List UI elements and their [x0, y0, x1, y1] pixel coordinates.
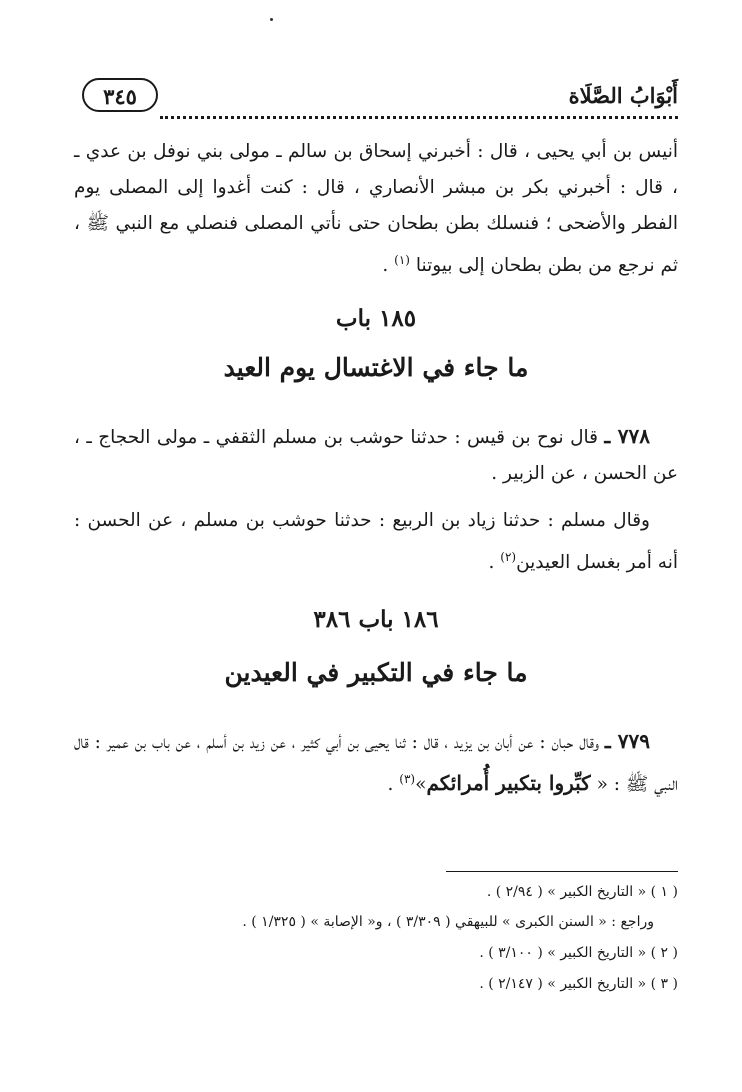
- hadith-779-number: ٧٧٩ ـ: [604, 729, 651, 753]
- continuation-line-3: المصلى يوم الفطر والأضحى ؛ فنسلك بطن بطحان حتى نأتي المصلى فنصلي: [74, 177, 678, 234]
- footnote-2: ( ٢ ) « التاريخ الكبير » ( ٣/١٠٠ ) .: [479, 945, 678, 961]
- header-rule: [160, 116, 678, 119]
- chapter-186-title: ما جاء في التكبير في العيدين: [224, 658, 528, 687]
- hadith-779-close: »: [415, 774, 427, 796]
- continuation-line-4: مع النبي ﷺ ، ثم نرجع من بطن بطحان إلى بيوتنا: [74, 213, 678, 277]
- chapter-186-number: ١٨٦ باب ٣٨٦: [313, 606, 439, 633]
- footnote-ref-1: (١): [394, 253, 410, 267]
- hadith-778-number: ٧٧٨ ـ: [604, 424, 650, 448]
- running-title: أَبْوَابُ الصَّلَاة: [568, 83, 678, 108]
- page-header: [74, 72, 678, 124]
- hadith-778-text-2: وقال مسلم : حدثنا زياد بن الربيع : حدثنا حوشب بن مسلم ، عن الحسن : أنه أمر بغسل العيدين: [74, 510, 678, 574]
- footnote-ref-3: (٣): [399, 772, 416, 786]
- page-number: ٣٤٥: [82, 78, 158, 112]
- book-page: [74, 0, 678, 1092]
- chapter-185-number: ١٨٥ باب: [335, 305, 417, 332]
- footnote-ref-2: (٢): [500, 550, 517, 564]
- footnote-1-note: وراجع : « السنن الكبرى » للبيهقي ( ٣/٣٠٩ ) ، و« الإصابة » ( ١/٣٢٥ ) .: [242, 914, 654, 930]
- continuation-end: .: [382, 255, 395, 277]
- chapter-185-title: ما جاء في الاغتسال يوم العيد: [223, 353, 529, 382]
- hadith-778-second-paragraph: [74, 503, 678, 581]
- continuation-paragraph: [74, 134, 678, 284]
- hadith-779-paragraph: [74, 723, 678, 803]
- hadith-778-text: قال نوح بن قيس : حدثنا حوشب بن مسلم الثقفي ـ مولى الحجاج ـ ، عن الحسن ، عن الزبير .: [74, 427, 678, 484]
- footnote-3: ( ٣ ) « التاريخ الكبير » ( ٢/١٤٧ ) .: [479, 976, 678, 992]
- hadith-779-quote: كبِّروا بتكبير أُمرائكم: [426, 771, 591, 796]
- hadith-779-tail: .: [387, 774, 400, 796]
- continuation-line-2: عدي ـ ، قال : أخبرني بكر بن مبشر الأنصاري ، قال : كنت أغدوا إلى: [74, 141, 678, 198]
- hadith-779-text: وقال حبان : عن أبان بن يزيد ، قال : ثنا يحيى بن أبي كثير ، عن زيد بن أسلم ، عن باب بن عمير : قال النبي ﷺ : «: [74, 732, 678, 796]
- continuation-line-1: أنيس بن أبي يحيى ، قال : أخبرني إسحاق بن سالم ـ مولى بني نوفل بن: [127, 141, 678, 162]
- footnote-1: ( ١ ) « التاريخ الكبير » ( ٢/٩٤ ) .: [486, 884, 678, 900]
- hadith-778-paragraph: [74, 418, 678, 492]
- page-mark: [270, 18, 273, 21]
- footnote-rule: [446, 871, 678, 872]
- hadith-778-tail: .: [488, 552, 501, 574]
